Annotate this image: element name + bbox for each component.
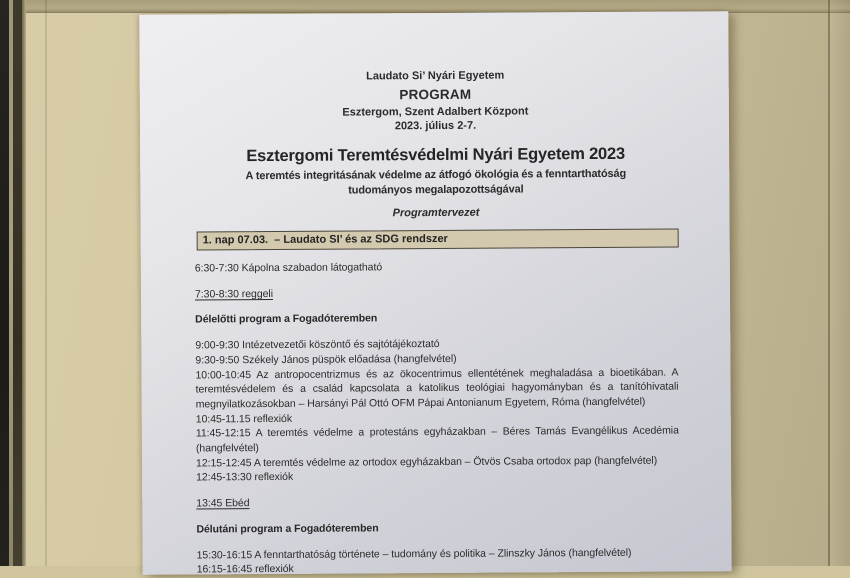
program-sheet <box>139 11 731 575</box>
door-hinge-frame-dark <box>0 0 9 566</box>
door-frame-edge-highlight <box>22 0 26 566</box>
schedule-line-orthodox: 12:15-12:45 A teremtés védelme az ortodox egyházakban – Ötvös Csaba ortodox pap (hangfelvétel) <box>195 454 658 470</box>
schedule-line-lunch: 13:45 Ebéd <box>196 497 250 510</box>
schedule-line-reflections-2: 12:45-13:30 reflexiók <box>196 471 294 484</box>
venue-line: Esztergom, Szent Adalbert Központ <box>342 105 529 119</box>
event-title: Esztergomi Teremtésvédelmi Nyári Egyetem 2023 <box>246 144 626 166</box>
day1-section-header: 1. nap 07.03. – Laudato SI’ és az SDG rendszer <box>197 229 679 251</box>
schedule-line-bishop-talk: 9:30-9:50 Székely János püspök előadása (hangfelvétel) <box>195 352 457 367</box>
draft-label: Programtervezet <box>392 206 480 220</box>
schedule-line-lecture-2b: (hangfelvétel) <box>195 442 259 455</box>
schedule-line-chapel: 6:30-7:30 Kápolna szabadon látogatható <box>194 261 383 275</box>
schedule-line-reflections-3: 16:15-16:45 reflexiók <box>196 563 294 576</box>
schedule-heading-morning: Délelőtti program a Fogadóteremben <box>195 312 378 326</box>
schedule-line-lecture-1c: megnyilatkozásokban – Harsányi Pál Ottó OFM Pápai Antonianum Egyetem, Róma (hangfelvétel) <box>195 395 646 411</box>
date-line: 2023. július 2-7. <box>394 119 477 133</box>
schedule-line-reflections-1: 10:45-11.15 reflexiók <box>195 412 293 426</box>
schedule-line-welcome: 9:00-9:30 Intézetvezetői köszöntő és sajtótájékoztató <box>195 338 440 352</box>
event-subtitle: A teremtés integritásának védelme az átfogó ökológia és a fenntarthatóság tudományos megalapozottságával <box>245 167 627 197</box>
document-header <box>194 68 677 135</box>
door-left-groove <box>45 0 47 566</box>
day1-schedule <box>195 259 680 578</box>
organization-line: Laudato Si’ Nyári Egyetem <box>366 69 505 83</box>
schedule-line-lecture-2a: 11:45-12:15 A teremtés védelme a protestáns egyházakban – Béres Tamás Evangélikus Acedémia <box>195 424 679 440</box>
schedule-line-breakfast: 7:30-8:30 reggeli <box>194 287 274 301</box>
door-right-panel-edge <box>830 0 850 566</box>
schedule-line-lecture-1a: 10:00-10:45 Az antropocentrizmus és az ökocentrimus ellentétének meghaladása a bioetikában. A <box>195 366 679 381</box>
door-hinge-frame-inner <box>13 0 22 566</box>
schedule-line-lecture-1b: teremtésvédelem és a család kapcsolata a katolikus teológiai hagyományban és a tanítóhivatali <box>195 380 679 396</box>
program-label: PROGRAM <box>399 86 472 103</box>
schedule-heading-afternoon: Délutáni program a Fogadóteremben <box>196 522 379 536</box>
schedule-line-sustainability: 15:30-16:15 A fenntarthatóság története – tudomány és politika – Zlinszky János (hangfelvétel) <box>196 546 632 562</box>
